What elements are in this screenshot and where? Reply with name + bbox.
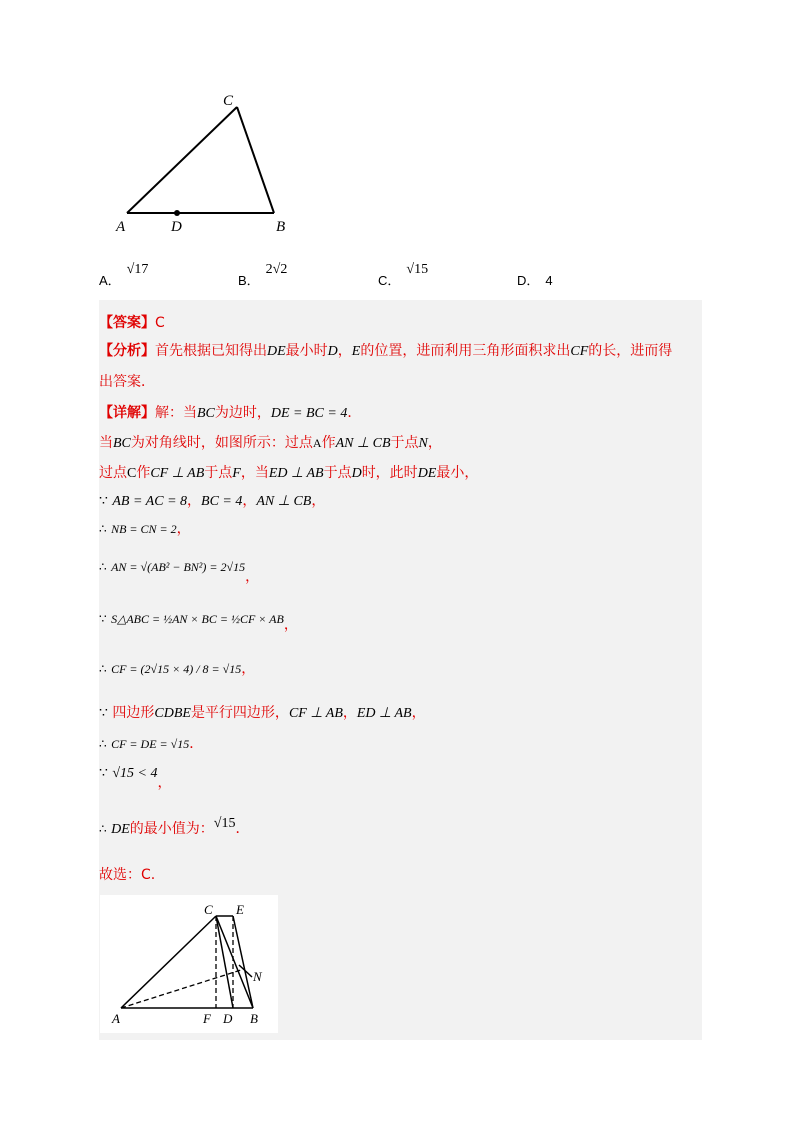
l3-end: ， [311, 493, 326, 509]
l8-math-expr: CF ⊥ AB [288, 706, 343, 721]
option-a-label: A． [99, 273, 121, 288]
l2-math-c: C [127, 466, 137, 481]
therefore-symbol: ∴ [99, 822, 107, 836]
l3-sep: ， [187, 493, 202, 509]
l1-math-expr: AN ⊥ CB [335, 436, 391, 451]
side-ac [127, 107, 237, 213]
l2-math-expr2: ED ⊥ AB [268, 466, 324, 481]
l2-text-5: 于点 [323, 465, 352, 481]
l2-math-expr: CF ⊥ AB [150, 466, 205, 481]
step-line-2 [99, 462, 478, 482]
analysis-math-cf: CF [570, 344, 589, 359]
detail-math-eq: DE = BC = 4 [270, 406, 348, 421]
label-e: E [236, 902, 244, 917]
step-line-1 [99, 432, 442, 452]
analysis-text-5: 出答案． [99, 374, 155, 390]
because-symbol: ∵ [99, 612, 107, 626]
final-text: 故选：C. [99, 867, 156, 883]
option-a[interactable] [99, 262, 149, 290]
option-d-value: 4 [545, 273, 553, 288]
l9-end: ． [189, 736, 204, 752]
answer-line [99, 312, 165, 332]
option-b-value: 2√2 [265, 262, 288, 277]
l7-end: ， [241, 661, 256, 677]
detail-line [99, 402, 361, 422]
l8-text-2: 是平行四边形， [190, 705, 289, 721]
analysis-line-2 [99, 371, 155, 391]
analysis-line-1 [99, 340, 672, 360]
analysis-text-2: 最小时 [285, 343, 328, 359]
l4-end: ， [176, 521, 191, 537]
l11-math-val: √15 [213, 816, 236, 831]
step-line-8 [99, 702, 426, 722]
label-n: N [253, 969, 262, 984]
l1-text-1: 当 [99, 435, 113, 451]
l6-math-expr: S△ABC = ½AN × BC = ½CF × AB [111, 612, 284, 626]
step-line-7 [99, 658, 255, 678]
analysis-text-3: 的位置，进而利用三角形面积求出 [360, 343, 571, 359]
therefore-symbol: ∴ [99, 560, 107, 574]
option-a-value: √17 [126, 262, 149, 277]
triangle-figure-1 [110, 90, 310, 235]
seg-cb [216, 916, 253, 1008]
analysis-sep: ， [337, 343, 352, 359]
step-line-10 [99, 762, 172, 791]
l2-text-3: 于点 [204, 465, 233, 481]
label-c: C [204, 902, 213, 917]
l1-math-n: N [418, 436, 428, 451]
because-symbol: ∵ [99, 766, 108, 781]
detail-math-bc: BC [197, 406, 215, 421]
l7-math-expr: CF = (2√15 × 4) / 8 = √15 [111, 662, 242, 676]
l10-math-expr: √15 < 4 [112, 766, 158, 781]
analysis-text-1: 首先根据已知得出 [155, 343, 267, 359]
l2-math-f: F [232, 466, 241, 481]
therefore-symbol: ∴ [99, 662, 107, 676]
parallelogram-figure-2 [100, 895, 278, 1033]
because-symbol: ∵ [99, 494, 108, 509]
l8-math-cdbe: CDBE [154, 706, 191, 721]
seg-eb [233, 916, 253, 1008]
detail-text-1: 解：当 [155, 405, 197, 421]
l1-text-3: 作 [321, 435, 336, 451]
l4-math-expr: NB = CN = 2 [111, 522, 177, 536]
l3-math-expr2: BC = 4 [201, 494, 243, 509]
detail-end: ． [347, 405, 362, 421]
analysis-math-e: E [351, 344, 361, 359]
detail-text-2: 为边时， [214, 405, 271, 421]
step-line-6 [99, 608, 298, 633]
l5-end: ， [245, 569, 260, 585]
option-b[interactable] [238, 262, 288, 290]
option-b-label: B． [238, 273, 260, 288]
l2-text-6: 时，此时 [361, 465, 418, 481]
analysis-text-4: 的长，进而得 [588, 343, 673, 359]
l5-math-expr: AN = √(AB² − BN²) = 2√15 [111, 560, 246, 574]
step-line-5 [99, 556, 260, 585]
step-line-9 [99, 733, 203, 753]
l8-math-expr2: ED ⊥ AB [356, 706, 412, 721]
because-symbol: ∵ [99, 706, 108, 721]
l3-math-expr3: AN ⊥ CB [256, 494, 312, 509]
l2-math-d: D [351, 466, 362, 481]
l3-sep2: ， [242, 493, 257, 509]
side-bc [237, 107, 274, 213]
l2-text-7: 最小， [436, 465, 479, 481]
label-c: C [223, 93, 234, 109]
label-a: A [116, 219, 126, 235]
l8-end: ， [411, 705, 426, 721]
l2-math-de: DE [417, 466, 437, 481]
l9-math-expr: CF = DE = √15 [111, 737, 190, 751]
l1-text-2: 为对角线时，如图所示：过点 [130, 435, 313, 451]
l11-end: ． [235, 821, 250, 837]
option-c-value: √15 [406, 262, 429, 277]
seg-an-dashed [121, 970, 241, 1008]
answer-tag: 【答案】 [99, 315, 155, 331]
l8-sep: ， [342, 705, 357, 721]
l11-text: 的最小值为： [129, 821, 214, 837]
l10-end: ， [157, 775, 172, 791]
option-c-label: C． [378, 273, 401, 288]
seg-cd [216, 916, 233, 1008]
therefore-symbol: ∴ [99, 737, 107, 751]
step-line-11 [99, 818, 249, 838]
option-d-label: D． [517, 273, 540, 288]
l8-text-1: 四边形 [112, 705, 155, 721]
l11-math-de: DE [111, 822, 130, 837]
label-b: B [276, 219, 286, 235]
detail-tag: 【详解】 [99, 405, 155, 421]
l2-text-1: 过点 [99, 465, 127, 481]
l1-math-a: A [312, 436, 322, 450]
l1-end: ， [427, 435, 442, 451]
step-line-3 [99, 490, 325, 510]
analysis-math-de: DE [267, 344, 286, 359]
analysis-math-d: D [327, 344, 338, 359]
answer-value: C [155, 315, 165, 331]
label-b: B [250, 1011, 258, 1026]
label-f: F [203, 1011, 211, 1026]
l2-text-2: 作 [136, 465, 151, 481]
analysis-tag: 【分析】 [99, 343, 155, 359]
l3-math-expr: AB = AC = 8 [112, 494, 188, 509]
label-a: A [112, 1011, 120, 1026]
l1-text-4: 于点 [390, 435, 419, 451]
l6-end: ， [283, 617, 298, 633]
l2-text-4: ，当 [240, 465, 269, 481]
label-d: D [223, 1011, 233, 1026]
final-answer [99, 864, 155, 884]
seg-ac [121, 916, 216, 1008]
option-c[interactable] [378, 262, 429, 290]
l1-math-bc: BC [113, 436, 131, 451]
option-d[interactable] [517, 270, 553, 289]
point-d [174, 210, 180, 216]
step-line-4 [99, 518, 191, 538]
therefore-symbol: ∴ [99, 522, 107, 536]
label-d: D [171, 219, 182, 235]
